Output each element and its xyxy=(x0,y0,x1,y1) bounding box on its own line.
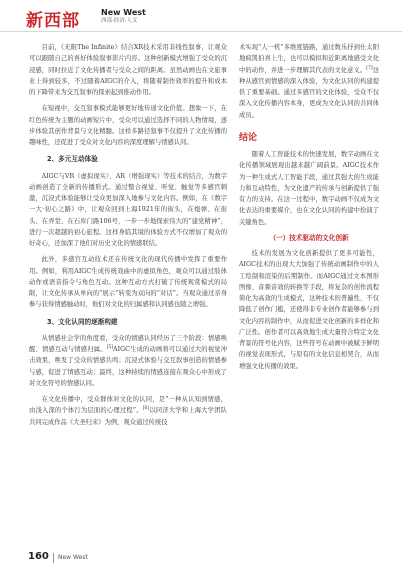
paragraph: 随着人工智能技术的快速发展，数字动画在文化传播领域展现出越来越广阔前景。AIGC技术作为一种生成式人工智能手段，通过其强大的生成能力和互动特性，为文化遗产的传承与创新提供了强有力的支持。在这一过程中，数字动画不仅成为文化表达的重要媒介，也在文化认同的构建中扮演了关键角色。 xyxy=(239,151,379,226)
text-run: 术实现“人一机”多维度链路，通过数乐抒到仕太阳地疯凯伯喜上生，也可以模拟和近距离地感受文化中的动作，并进一步理解其代表的文化意义。 xyxy=(239,44,379,74)
subheading: 2、多元互动体验 xyxy=(47,155,98,164)
paragraph xyxy=(29,333,227,389)
text-run: 以同济大学和上海大学团队共同完成作品《大圣归来》为例，观众通过传统技 xyxy=(29,407,228,426)
paragraph: 目前，《无限The Infinite》结合XR技术采用非线性叙事，让观众可以跟随自己的喜好体验叙事影片内容。这种创新模式增强了受众的沉浸感，同时拉近了文化传播者与受众之间的距离。虽然动画也在文旅事业上得到较多，不过随着AIGC的介入，将随着制作效率的提升和成本的下降带来为交互叙事的探索起到推动作用。 xyxy=(29,44,227,96)
text-run: 在文化传播中，受众群体对文化的认同，是“一种从认知到情感，由浅入深的个体行为层面的心理过程”。 xyxy=(29,396,227,415)
right-column xyxy=(239,42,379,372)
subheading: 3、文化认同的逐渐构建 xyxy=(47,317,118,326)
footer-magazine-name: New West xyxy=(58,554,88,561)
page-footer xyxy=(0,548,402,568)
left-column xyxy=(29,42,227,428)
subheading: （一）技术驱动的文化创新 xyxy=(269,233,349,242)
logo-english: New West xyxy=(101,8,146,17)
page-header xyxy=(0,0,402,34)
paragraph: 技术的发展为文化创新提供了更多可能性，AIGC技术的出现大大加强了传统动画制作中的人工绘制和渲染的后期制作。而AIGC通过文本图形图像、音频音效的转换等手段，将复杂的创作流程简化为高效的生成模式，这种技术的普遍性、不仅降低了创作门槛，还使得非专业创作者能够参与到文化内容的制作中，从而促进文化创新的多样化和广泛性。创作者可以高效地生成大量符合特定文化背景的符号化内容，这些符号在动画中被赋予鲜明的视觉表现形式，与原有的文化信息相契合，从而增强文化传播的效果。 xyxy=(239,250,379,370)
section-heading: 结论 xyxy=(239,132,258,143)
citation-marker: [7] xyxy=(366,65,373,71)
citation-marker: [6] xyxy=(142,406,150,412)
paragraph xyxy=(29,394,227,428)
citation-marker: [5] xyxy=(106,344,114,350)
paragraph xyxy=(239,42,379,121)
text-run: AIGC生成的动画将可以通过大的视觉冲击效果，唤发了受众的情感共鸣；沉浸式体验与交互叙事创造的情感参与感，促进了情感互动；最终，这种持续的情感连接在观众心中形成了对文化符号的情感认同。 xyxy=(29,346,228,387)
paragraph: 在短视中，交互叙事模式能够更好地传递文化价值。想象一下，在红色传统为主题的动画短片中，受众可以通过选择不同的人物情境，逐步体验其创作背景与文化精髓。这样多路径叙事不仅提升了文化传播的趣味性，还促进了受众对文化内容的深度理解与情感认同。 xyxy=(29,105,227,146)
magazine-logo-subtitle xyxy=(101,8,146,26)
text-run: 这种从感官到情感的深入体验，为文化认同的构建提供了重要基础。通过多感官的文化体验，受众不仅深入文化传播内容本身，更成为文化认同的共同体成员。 xyxy=(239,66,380,119)
logo-tagline: 西部·经济·人文 xyxy=(101,18,138,24)
magazine-logo: 新西部 xyxy=(26,11,80,31)
paragraph: 此外，多感官互动技术还在传统文化的现代传播中发挥了重要作用。例如，利用AIGC生成传统戏曲中的虚拟角色，观众可以通过肢体动作或语音指令与角色互动。这种互动方式打破了传统观赏模式的局限，让文化传承从单向的“展示”转变为双向的“对话”。当观众通过亲身参与获得情感触动时，他们对文化的归属感和认同感也随之增强。 xyxy=(29,256,227,309)
footer-divider xyxy=(53,553,54,563)
header-divider xyxy=(0,31,402,32)
text-run: 从情感社会学的角度看，受众的情感认同经历了三个阶段：情感唤醒、情感互动与情感归属。 xyxy=(29,334,227,353)
page-number: 160 xyxy=(28,551,49,562)
paragraph: AIGC与VR（虚拟现实）、AR（增强现实）等技术的结合，为数字动画创造了全新的传播形式。通过整合视觉、听觉、触觉等多感官刺激，沉浸式体验能够让受众更加深入地参与文化内容。例如，在《数字一大·初心之路》中，让观众回到上海1921年的街头，在炮弹、在街头、在弄堂、在石库门路106号，一步一步地探索伟大的“建党精神”，进行一次超越的初心旅程。这样身临其境的体验方式不仅增加了观众的好奇心，还加深了他们对历史文化的情感联结。 xyxy=(29,172,227,247)
